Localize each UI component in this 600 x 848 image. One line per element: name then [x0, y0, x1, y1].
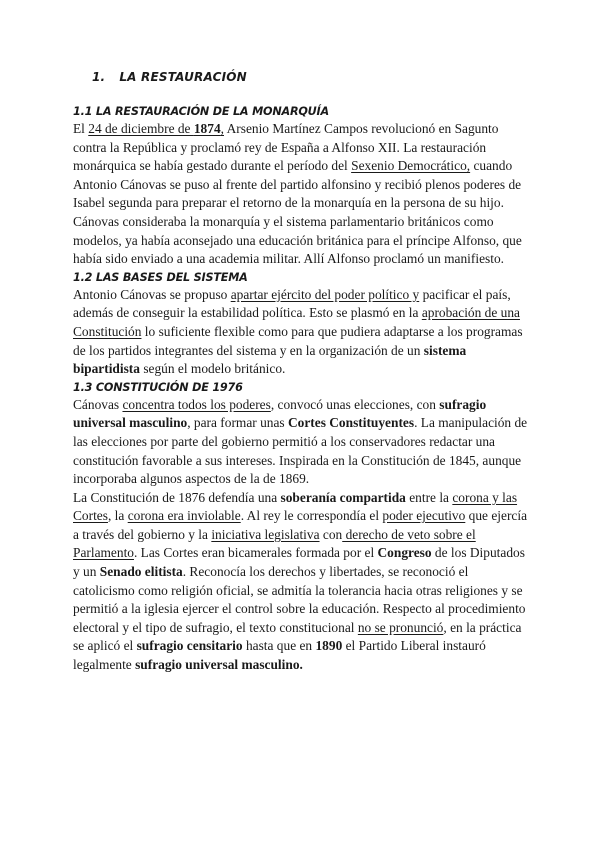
bold-year: 1874 [193, 121, 221, 136]
bold-year-1890: 1890 [315, 638, 343, 654]
text-run: . La manipulación de las elecciones por parte del gobierno permitió a los conservadores redactar una constitución favorable a sus intereses. Inspirada en la Constitución de 1845, aunque incorporaba algunos aspectos de la de 1869. [73, 415, 528, 487]
underlined-concentra-poderes: concentra todos los poderes [122, 396, 271, 412]
text-run: entre la [405, 489, 453, 505]
paragraph-constitucion-1 [73, 396, 533, 489]
text-run: . Reconocía los derechos y libertades, se reconoció el catolicismo como religión oficial, se admitía la tolerancia hacia otras religiones y se permitió a la iglesia ejercer el control sobre la educación. Respecto al procedimiento electoral y el tipo de sufragio, el texto constitucional [73, 564, 526, 635]
underlined-poder-ejecutivo: poder ejecutivo [382, 508, 466, 524]
paragraph-constitucion-2 [73, 489, 533, 675]
text-run: con [319, 526, 343, 542]
underlined-iniciativa-legislativa: iniciativa legislativa [211, 526, 320, 542]
text-run: hasta que en [242, 638, 316, 654]
paragraph-bases-sistema [73, 286, 533, 379]
underlined-date: 24 de diciembre de [88, 121, 194, 136]
bold-sufragio-censitario: sufragio censitario [136, 638, 243, 654]
text-run: según el modelo británico. [139, 361, 286, 377]
text-run: de los Diputados y un [73, 545, 525, 580]
text-run: , en la práctica se aplicó el [73, 619, 522, 654]
main-heading [92, 70, 247, 84]
underlined-comma: , [220, 121, 224, 136]
text-run: el Partido Liberal instauró legalmente [73, 638, 486, 673]
text-run: Arsenio Martínez Campos revolucionó en Sagunto contra la República y proclamó rey de España a Alfonso XII. La restauración monárquica se había gestado durante el período del [73, 121, 499, 174]
text-run: cuando Antonio Cánovas se puso al frente del partido alfonsino y recibió plenos poderes de Isabel segunda para preparar el retorno de la monarquía en la persona de su hijo. [73, 158, 522, 211]
bold-soberania-compartida: soberanía compartida [280, 489, 406, 505]
bold-sufragio-universal-masculino: sufragio universal masculino. [135, 657, 303, 673]
underlined-aprobacion-constitucion: aprobación de una Constitución [73, 305, 520, 339]
section-title-constitucion: 1.3 CONSTITUCIÓN DE 1976 [73, 380, 243, 394]
underlined-apartar-ejercito: apartar ejército del poder político y [230, 286, 420, 302]
text-run: Cánovas [73, 396, 123, 412]
text-run: lo suficiente flexible como para que pudiera adaptarse a los programas de los partidos integrantes del sistema y en la organización de un [73, 323, 523, 358]
main-heading-number: 1. [92, 70, 106, 84]
paragraph-restauracion-2: Cánovas consideraba la monarquía y el sistema parlamentario británicos como modelos, ya había aconsejado una educación británica para el príncipe Alfonso, que había sido enviado a una academia militar. Allí Alfonso proclamó un manifiesto. [73, 213, 522, 267]
text-run: El [73, 121, 89, 136]
paragraph-restauracion-1 [73, 120, 533, 213]
underlined-corona-inviolable: corona era inviolable [127, 508, 241, 524]
text-run: pacificar el país, además de conseguir la estabilidad política. Esto se plasmó en la [73, 286, 511, 321]
text-run: . Las Cortes eran bicamerales formada por el [133, 545, 378, 561]
text-run: , convocó unas elecciones, con [270, 396, 440, 412]
bold-sufragio-universal: sufragio universal masculino [73, 396, 487, 431]
text-run: La Constitución de 1876 defendía una [73, 489, 281, 505]
bold-cortes-constituyentes: Cortes Constituyentes [287, 415, 415, 431]
underlined-corona-cortes: corona y las Cortes [73, 489, 518, 524]
text-run: Antonio Cánovas se propuso [73, 286, 231, 302]
text-run: , para formar unas [187, 415, 288, 431]
bold-sistema-bipartidista: sistema bipartidista [73, 342, 467, 377]
document-body [73, 103, 533, 675]
section-title-restauracion-monarquia: 1.1 LA RESTAURACIÓN DE LA MONARQUÍA [73, 105, 329, 118]
section-title-bases-sistema: 1.2 LAS BASES DEL SISTEMA [73, 270, 248, 284]
underlined-sexenio: Sexenio Democrático, [351, 158, 471, 174]
underlined-no-se-pronuncio: no se pronunció [357, 619, 444, 635]
main-heading-title: LA RESTAURACIÓN [119, 70, 247, 84]
bold-congreso: Congreso [377, 545, 432, 561]
text-run: . Al rey le correspondía el [240, 508, 383, 524]
text-run: , la [107, 508, 128, 524]
text-run: que ejercía a través del gobierno y la [73, 508, 528, 542]
bold-senado-elitista: Senado elitista [99, 564, 183, 580]
underlined-derecho-veto: derecho de veto sobre el Parlamento [73, 526, 476, 561]
